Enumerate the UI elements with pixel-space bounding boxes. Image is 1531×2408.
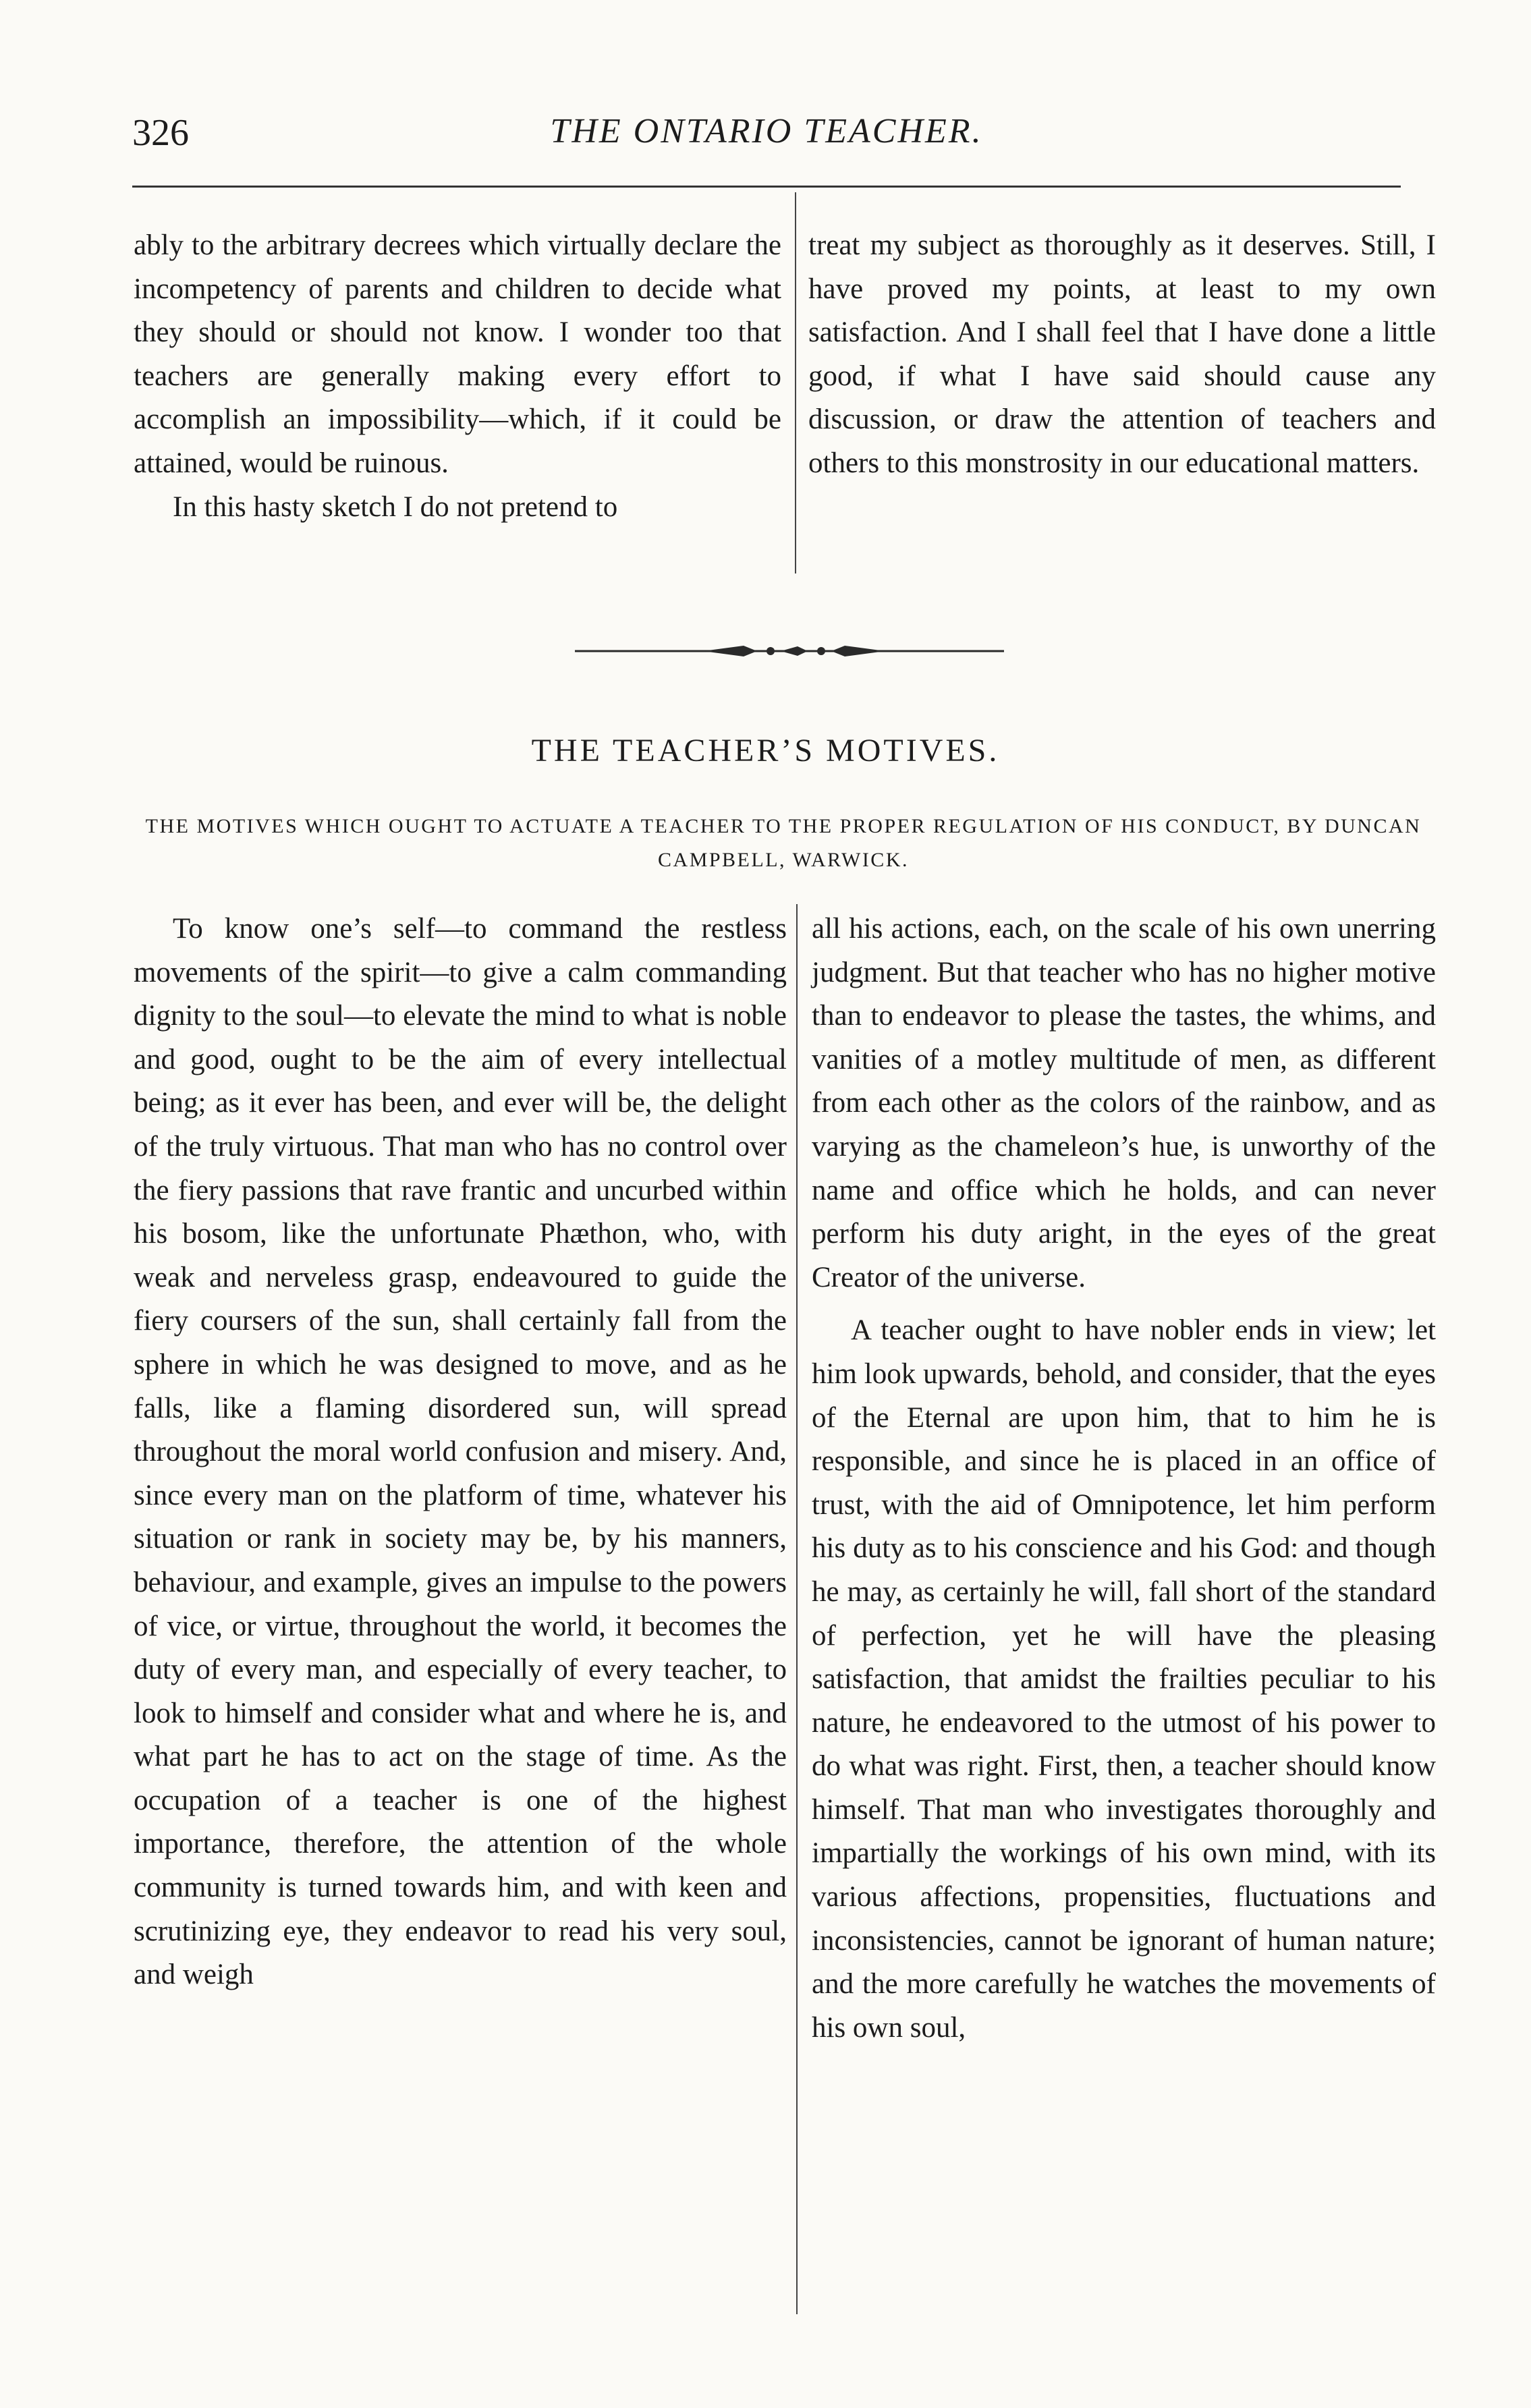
running-title: THE ONTARIO TEACHER. xyxy=(550,112,983,150)
ornamental-divider xyxy=(575,638,1004,665)
column-divider xyxy=(796,904,798,2314)
paragraph: ably to the arbitrary decrees which virtually declare the incompetency of parents and children to decide what they should or should not know. I wonder too that teachers are generally making every effort to accomplish an impossibility—which, if it could be attained, would be ruinous. xyxy=(134,229,781,479)
paragraph: A teacher ought to have nobler ends in view; let him look upwards, behold, and consider, that the eyes of the Eternal are upon him, that to him he is responsible, and since he is placed in an office of trust, with the aid of Omnipotence, let him perform his duty as to his conscience and his God: and though he may, as certainly he will, fall short of the standard of perfection, yet he will have the pleasing satisfaction, that amidst the frailties peculiar to his nature, he endeavored to the utmost of his power to do what was right. First, then, a teacher should know himself. That man who investigates thoroughly and impartially the workings of his own mind, with its various affections, propensities, fluctuations and inconsistencies, cannot be ignorant of human nature; and the more carefully he watches the movements of his own soul, xyxy=(812,1314,1436,2044)
previous-article-left-column xyxy=(134,224,781,529)
page-header xyxy=(132,111,1401,165)
header-rule xyxy=(132,186,1401,188)
article-subtitle: THE MOTIVES WHICH OUGHT TO ACTUATE A TEACHER TO THE PROPER REGULATION OF HIS CONDUCT, BY DUNCAN CAMPBELL, WARWICK. xyxy=(145,815,1422,871)
paragraph: To know one’s self—to command the restless movements of the spirit—to give a calm commanding dignity to the soul—to elevate the mind to what is noble and good, ought to be the aim of every intellectual being; as it ever has been, and ever will be, the delight of the truly virtuous. That man who has no control over the fiery passions that rave frantic and uncurbed within his bosom, like the unfortunate Phæthon, who, with weak and nerveless grasp, endeavoured to guide the fiery coursers of the sun, shall certainly fall from the sphere in which he was designed to move, and as he falls, like a flaming disordered sun, will spread throughout the moral world confusion and misery. And, since every man on the platform of time, whatever his situation or rank in society may be, by his manners, behaviour, and example, gives an impulse to the powers of vice, or virtue, throughout the world, it becomes the duty of every man, and especially of every teacher, to look to himself and consider what and where he is, and what part he has to act on the stage of time. As the occupation of a teacher is one of the highest importance, therefore, the attention of the whole community is turned towards him, and with keen and scrutinizing eye, they endeavor to read his very soul, and weigh xyxy=(134,913,787,1991)
previous-article-right-column xyxy=(808,224,1436,486)
paragraph: In this hasty sketch I do not pretend to xyxy=(173,491,618,523)
paragraph: all his actions, each, on the scale of his own unerring judgment. But that teacher who has no higher motive than to endeavor to please the tastes, the whims, and vanities of a motley multitude of men, as different from each other as the colors of the rainbow, and as varying as the chameleon’s hue, is unworthy of the name and office which he holds, and can never perform his duty aright, in the eyes of the great Creator of the universe. xyxy=(812,913,1436,1293)
article-title: THE TEACHER’S MOTIVES. xyxy=(531,733,1000,768)
page-number: 326 xyxy=(132,112,189,154)
column-divider xyxy=(795,192,796,573)
article-right-column xyxy=(812,907,1436,2050)
article-left-column xyxy=(134,907,787,1997)
paragraph: treat my subject as thoroughly as it deserves. Still, I have proved my points, at least to my own satisfaction. And I shall feel that I have done a little good, if what I have said should cause any discussion, or draw the attention of teachers and others to this monstrosity in our educational matters. xyxy=(808,229,1436,479)
